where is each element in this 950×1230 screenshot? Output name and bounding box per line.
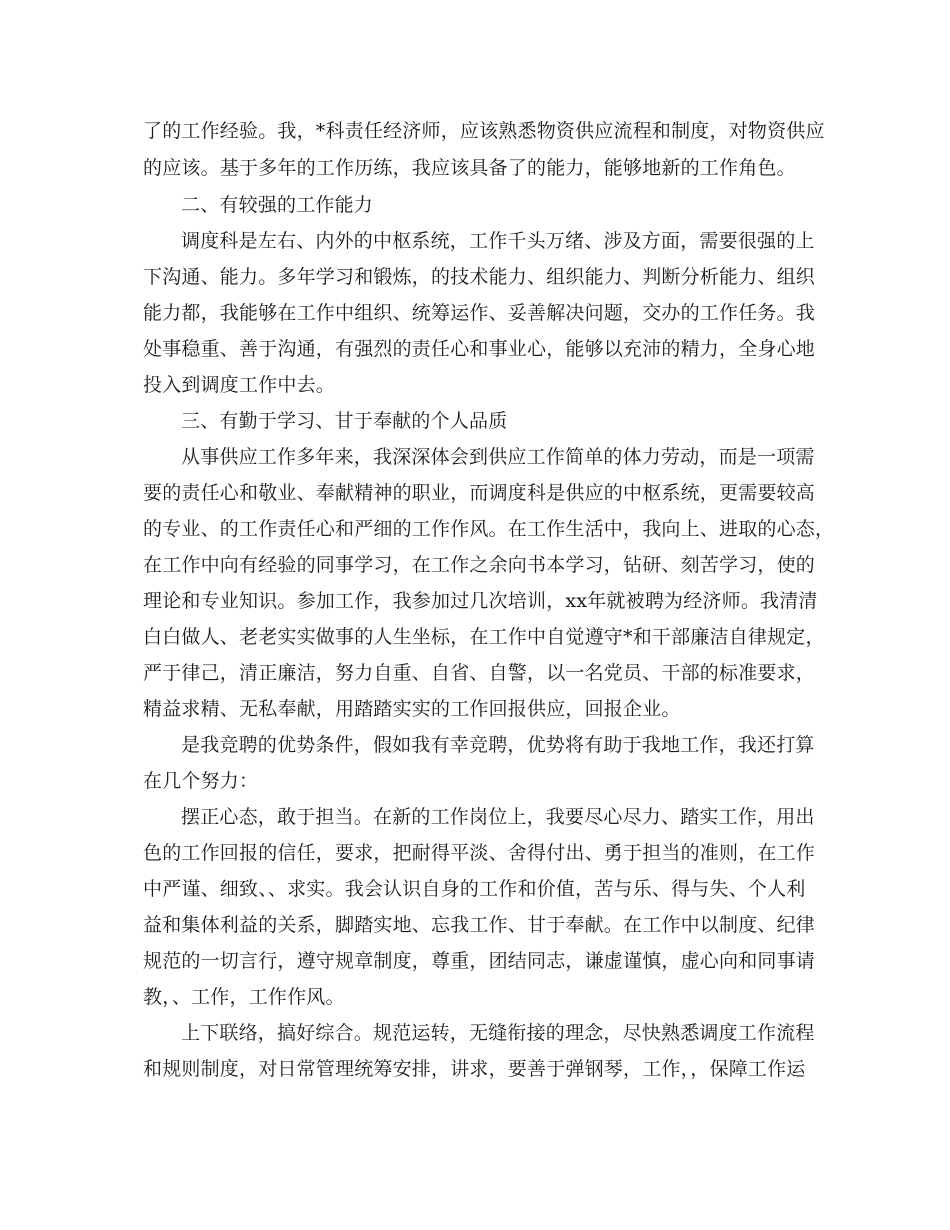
text-line: 规范的一切言行，遵守规章制度，尊重，团结同志，谦虚谨慎，虚心向和同事请 xyxy=(143,950,816,972)
text-line: 理论和专业知识。参加工作，我参加过几次培训，xx年就被聘为经济师。我清清 xyxy=(143,590,818,612)
section-heading: 二、有较强的工作能力 xyxy=(181,194,374,216)
text-line: 在几个努力： xyxy=(143,770,259,792)
text-line: 色的工作回报的信任，要求，把耐得平淡、舍得付出、勇于担当的准则，在工作 xyxy=(143,842,816,864)
text-line: 下沟通、能力。多年学习和锻炼，的技术能力、组织能力、判断分析能力、组织 xyxy=(143,266,816,288)
text-line: 从事供应工作多年来，我深深体会到供应工作简单的体力劳动，而是一项需 xyxy=(181,446,815,468)
text-line: 调度科是左右、内外的中枢系统，工作千头万绪、涉及方面，需要很强的上 xyxy=(181,230,815,252)
text-line: 投入到调度工作中去。 xyxy=(143,374,336,396)
text-line: 精益求精、无私奉献，用踏踏实实的工作回报供应，回报企业。 xyxy=(143,698,681,720)
text-line: 教，、工作，工作作风。 xyxy=(143,986,345,1008)
text-line: 的专业、的工作责任心和严细的工作作风。在工作生活中，我向上、进取的心态， xyxy=(143,518,835,540)
text-line: 严于律己，清正廉洁，努力自重、自省、自警，以一名党员、干部的标准要求， xyxy=(143,662,816,684)
text-line: 要的责任心和敬业、奉献精神的职业，而调度科是供应的中枢系统，更需要较高 xyxy=(143,482,816,504)
text-line: 摆正心态，敢于担当。在新的工作岗位上，我要尽心尽力、踏实工作，用出 xyxy=(181,806,815,828)
text-line: 是我竞聘的优势条件，假如我有幸竞聘，优势将有助于我地工作，我还打算 xyxy=(181,734,815,756)
text-line: 益和集体利益的关系，脚踏实地、忘我工作、甘于奉献。在工作中以制度、纪律 xyxy=(143,914,816,936)
text-line: 的应该。基于多年的工作历练，我应该具备了的能力，能够地新的工作角色。 xyxy=(143,157,796,179)
text-line: 白白做人、老老实实做事的人生坐标，在工作中自觉遵守*和干部廉洁自律规定， xyxy=(143,626,825,648)
text-line: 上下联络，搞好综合。规范运转，无缝衔接的理念，尽快熟悉调度工作流程 xyxy=(181,1022,815,1044)
text-line: 能力都，我能够在工作中组织、统筹运作、妥善解决问题，交办的工作任务。我 xyxy=(143,302,816,324)
text-line: 在工作中向有经验的同事学习，在工作之余向书本学习，钻研、刻苦学习，使的 xyxy=(143,554,816,576)
section-heading: 三、有勤于学习、甘于奉献的个人品质 xyxy=(181,410,508,432)
text-line: 中严谨、细致、、求实。我会认识自身的工作和价值，苦与乐、得与失、个人利 xyxy=(143,878,806,900)
text-line: 和规则制度，对日常管理统筹安排，讲求，要善于弹钢琴，工作，，保障工作运 xyxy=(143,1058,806,1080)
text-line: 了的工作经验。我，*科责任经济师，应该熟悉物资供应流程和制度，对物资供应 xyxy=(143,120,825,142)
text-line: 处事稳重、善于沟通，有强烈的责任心和事业心，能够以充沛的精力，全身心地 xyxy=(143,338,816,360)
